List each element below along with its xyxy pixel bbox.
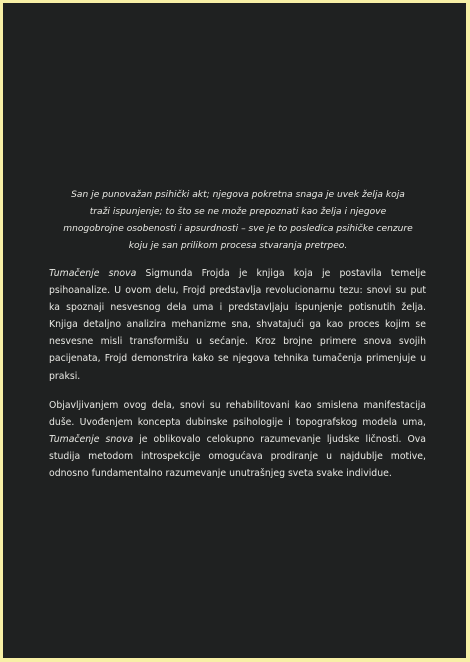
- epigraph-quote: San je punovažan psihički akt; njegova pokretna snaga je uvek želja koja traži ispunjenje; to što se ne može prepoznati kao želja i njegove mnogobrojne osobenosti i apsurdnosti – sve je to posledica psihičke cenzure koju je san prilikom procesa stvaranja pretrpeo.: [63, 190, 413, 251]
- description-text: [49, 265, 426, 482]
- description-paragraph-2: [49, 397, 426, 482]
- paragraph-2-text-after: je oblikovalo celokupno razumevanje ljudske ličnosti. Ova studija metodom introspekcije omogućava prodiranje u najdublje motive, odnosno fundamentalno razumevanje unutrašnjeg sveta svake individue.: [49, 433, 426, 480]
- paragraph-1-text: Sigmunda Frojda je knjiga koja je postavila temelje psihoanalize. U ovom delu, Frojd predstavlja revolucionarnu tezu: snovi su put ka spoznaji nesvesnog dela uma i predstavljaju ispunjenje potisnutih želja. Knjiga detaljno analizira mehanizme sna, shvatajući ga kao proces kojim se nesvesne misli transformišu u sećanje. Kroz brojne primere snova svojih pacijenata, Frojd demonstrira kako se njegova tehnika tumačenja primenjuje u praksi.: [49, 268, 426, 382]
- book-title: Tumačenje snova: [49, 268, 137, 279]
- book-title: Tumačenje snova: [49, 433, 134, 445]
- paragraph-2-text-before: Objavljivanjem ovog dela, snovi su rehabilitovani kao smislena manifestacija duše. Uvođenjem koncepta dubinske psihologije i topografskog modela uma,: [49, 399, 426, 428]
- back-cover: [3, 3, 466, 658]
- paragraph-gap: [49, 385, 426, 397]
- description-paragraph-1: [49, 265, 426, 385]
